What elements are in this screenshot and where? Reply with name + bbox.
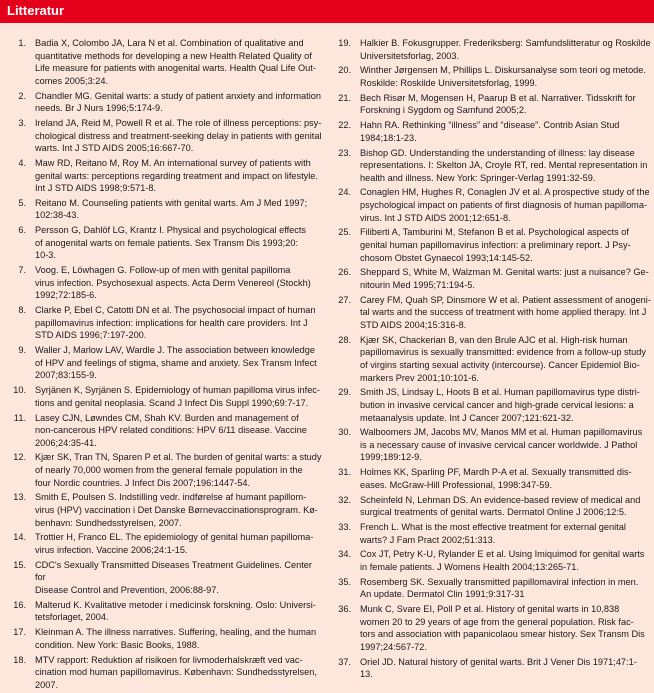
reference-number: 22. xyxy=(338,120,351,131)
reference-number: 10. xyxy=(13,385,26,396)
reference-column-left xyxy=(0,37,325,693)
reference-text: Malterud K. Kvalitative metoder i medicinsk forskning. Oslo: Universi- tetsforlaget, 2004. xyxy=(35,599,316,623)
section-title: Litteratur xyxy=(7,3,65,18)
reference-text: Chandler MG. Genital warts: a study of patient anxiety and information needs. Br J Nurs 1996;5:174-9. xyxy=(35,90,321,114)
reference-item xyxy=(325,186,654,224)
reference-text: Badia X, Colombo JA, Lara N et al. Combination of qualitative and quantitative methods for developing a new Health Related Quality of Life measure for patients with anogenital warts. Health Qual Life Out- comes 2005;3:24. xyxy=(35,38,316,86)
reference-item xyxy=(0,157,325,195)
reference-number: 2. xyxy=(18,90,26,101)
reference-text: Filiberti A, Tamburini M, Stefanon B et al. Psychological aspects of genital human papillomavirus infection: a preliminary report. J Psy- chosom Obstet Gynaecol 1993;14:145-52. xyxy=(360,227,631,263)
reference-text: Maw RD, Reitano M, Roy M. An international survey of patients with genital warts: perceptions regarding treatment and impact on lifestyle. Int J STD AIDS 1998;9:571-8. xyxy=(35,157,318,194)
reference-text: Scheinfeld N, Lehman DS. An evidence-based review of medical and surgical treatments of genital warts. Dermatol Online J 2006;12:5. xyxy=(360,494,641,518)
reference-number: 26. xyxy=(338,267,351,278)
reference-number: 5. xyxy=(18,197,26,208)
reference-text: MTV rapport: Reduktion af risikoen for livmoderhalskræft ved vac- cination mod human papillomavirus. København: Sundhedsstyrelsen, 2007. xyxy=(35,654,317,690)
reference-text: Cox JT, Petry K-U, Rylander E et al. Using Imiquimod for genital warts in female patients. J Womens Health 2004;13:265-71. xyxy=(360,549,645,572)
reference-number: 31. xyxy=(338,467,351,478)
reference-number: 34. xyxy=(338,549,351,560)
reference-number: 37. xyxy=(338,656,351,667)
reference-number: 21. xyxy=(338,92,351,103)
reference-item xyxy=(0,197,325,222)
reference-text: Reitano M. Counseling patients with genital warts. Am J Med 1997; 102:38-43. xyxy=(35,197,308,221)
reference-item xyxy=(325,386,654,424)
reference-number: 25. xyxy=(338,227,351,238)
reference-text: Bishop GD. Understanding the understanding of illness: lay disease representations. I: Skelton JA, Croyle RT, red. Mental representation in health and illness. New York: Springer-Verlag 1991:32-59. xyxy=(360,147,648,183)
reference-item xyxy=(325,226,654,264)
reference-item xyxy=(325,494,654,519)
reference-item xyxy=(0,654,325,692)
reference-item xyxy=(0,531,325,556)
reference-item xyxy=(0,559,325,597)
reference-item xyxy=(0,451,325,489)
reference-number: 6. xyxy=(18,225,26,236)
reference-number: 29. xyxy=(338,387,351,398)
reference-number: 24. xyxy=(338,187,351,198)
reference-item xyxy=(0,599,325,624)
reference-item xyxy=(0,412,325,450)
reference-text: Holmes KK, Sparling PF, Mardh P-A et al. Sexually transmitted dis- eases. McGraw-Hill Professional, 1998:347-59. xyxy=(360,467,632,490)
reference-text: French L. What is the most effective treatment for external genital warts? J Fam Pract 2002;51:313. xyxy=(360,522,626,545)
reference-text: Kjær SK, Chackerian B, van den Brule AJC et al. High-risk human papillomavirus is sexually transmitted: evidence from a follow-up study of virgins starting sexual activity (intercourse). Cancer Epidemiol Bio- markers Prev 2001;10:101-6. xyxy=(360,334,646,383)
reference-item xyxy=(325,334,654,384)
reference-item xyxy=(325,548,654,573)
reference-item xyxy=(0,304,325,342)
reference-number: 36. xyxy=(338,604,351,615)
reference-item xyxy=(0,344,325,382)
reference-number: 7. xyxy=(18,265,26,276)
reference-text: Hahn RA. Rethinking “illness” and “disease”. Contrib Asian Stud 1984;18:1-23. xyxy=(360,120,620,143)
reference-item xyxy=(0,384,325,409)
reference-number: 17. xyxy=(13,627,26,638)
reference-number: 19. xyxy=(338,38,351,48)
reference-text: Waller J, Marlow LAV, Wardle J. The association between knowledge of HPV and feelings of stigma, shame and anxiety. Sex Transm Infect 2007;83:155-9. xyxy=(35,345,317,381)
reference-text: Ireland JA, Reid M, Powell R et al. The role of illness perceptions: psy- chological distress and treatment-seeking delay in patients with genital warts. Int J STD AIDS 2005;16:667-70. xyxy=(35,117,322,154)
reference-number: 9. xyxy=(18,345,26,356)
reference-number: 14. xyxy=(13,532,26,543)
reference-number: 27. xyxy=(338,294,351,305)
reference-item xyxy=(0,264,325,302)
reference-number: 33. xyxy=(338,522,351,532)
reference-text: Bech Risør M, Mogensen H, Paarup B et al. Narrativer. Tidsskrift for Forskning i Sygdom og Samfund 2005;2. xyxy=(360,92,636,116)
reference-number: 1. xyxy=(18,38,26,48)
reference-number: 8. xyxy=(18,305,26,316)
reference-item xyxy=(0,491,325,529)
reference-item xyxy=(0,626,325,651)
reference-number: 13. xyxy=(13,492,26,503)
reference-item xyxy=(0,117,325,155)
reference-text: Halkier B. Fokusgrupper. Frederiksberg: Samfundslitteratur og Roskilde Universitetsforlag, 2003. xyxy=(360,38,651,61)
reference-text: Conaglen HM, Hughes R, Conaglen JV et al. A prospective study of the psychological impact on patients of first diagnosis of human papilloma- virus. Int J STD AIDS 2001;12:651-8. xyxy=(360,187,650,223)
reference-text: Lasey CJN, Løwndes CM, Shah KV. Burden and management of non-cancerous HPV related conditions: HPV 6/11 disease. Vaccine 2006;24:35-41. xyxy=(35,412,307,448)
reference-text: Trottier H, Franco EL. The epidemiology of genital human papilloma- virus infection. Vaccine 2006;24:1-15. xyxy=(35,532,314,555)
reference-number: 23. xyxy=(338,147,351,158)
reference-number: 3. xyxy=(18,117,26,128)
reference-item xyxy=(325,64,654,89)
reference-item xyxy=(325,266,654,291)
reference-number: 11. xyxy=(13,412,26,423)
reference-text: Sheppard S, White M, Walzman M. Genital warts: just a nuisance? Ge- nitourin Med 1995;71:194-5. xyxy=(360,267,649,290)
reference-item xyxy=(325,294,654,332)
reference-item xyxy=(325,37,654,62)
reference-number: 20. xyxy=(338,65,351,76)
reference-number: 15. xyxy=(13,559,26,570)
reference-text: Syrjänen K, Syrjänen S. Epidemiology of human papilloma virus infec- tions and genital neoplasia. Scand J Infect Dis Suppl 1990;69:7-17. xyxy=(35,385,320,408)
reference-item xyxy=(325,92,654,117)
reference-column-right xyxy=(325,37,654,683)
reference-item xyxy=(325,603,654,653)
reference-text: Voog. E, Löwhagen G. Follow-up of men with genital papilloma virus infection. Psychosexual aspects. Acta Derm Venereol (Stockh) 1992;72:185-6. xyxy=(35,265,311,301)
reference-item xyxy=(325,521,654,546)
reference-number: 30. xyxy=(338,427,351,438)
reference-text: Persson G, Dahlöf LG, Krantz I. Physical and psychological effects of anogenital warts on female patients. Sex Transm Dis 1993;20: 10-3. xyxy=(35,225,306,261)
reference-item xyxy=(0,90,325,115)
reference-text: Winther Jørgensen M, Phillips L. Diskursanalyse som teori og metode. Roskilde: Roskilde Universitetsforlag, 1999. xyxy=(360,65,646,88)
reference-number: 32. xyxy=(338,494,351,505)
reference-item xyxy=(325,656,654,681)
reference-text: Walboomers JM, Jacobs MV, Manos MM et al. Human papillomavirus is a necessary cause of invasive cervical cancer worldwide. J Pathol 1999;189:12-9. xyxy=(360,427,643,463)
reference-text: Kleinman A. The illness narratives. Suffering, healing, and the human condition. New York: Basic Books, 1988. xyxy=(35,627,317,650)
reference-number: 35. xyxy=(338,576,351,587)
section-header xyxy=(0,0,654,23)
reference-text: Munk C, Svare EI, Poll P et al. History of genital warts in 10,838 women 20 to 29 years of age from the general population. Risk fac- tors and association with papanicolaou smear history. Sex Transm Dis 1997;24:567-72. xyxy=(360,604,645,652)
reference-item xyxy=(325,147,654,185)
reference-text: Clarke P, Ebel C, Catotti DN et al. The psychosocial impact of human papillomavirus infection: implications for health care providers. Int J STD AIDS 1996;7:197-200. xyxy=(35,305,316,341)
reference-text: Rosemberg SK. Sexually transmitted papillomaviral infection in men. An update. Dermatol Clin 1991;9:317-31 xyxy=(360,576,639,600)
reference-text: Smith JS, Lindsay L, Hoots B et al. Human papillomavirus type distri- bution in invasive cervical cancer and high-grade cervical lesions: a metaanalysis update. Int J Cancer 2007;121:621-32. xyxy=(360,387,640,423)
reference-item xyxy=(325,426,654,464)
reference-number: 4. xyxy=(18,157,26,168)
reference-item xyxy=(325,466,654,491)
reference-text: Kjær SK, Tran TN, Sparen P et al. The burden of genital warts: a study of nearly 70,000 women from the general female population in the four Nordic countries. J Infect Dis 2007;196:1447-54. xyxy=(35,452,322,488)
reference-item xyxy=(0,37,325,87)
reference-text: CDC's Sexually Transmitted Diseases Treatment Guidelines. Center for Disease Control and Prevention, 2006:88-97. xyxy=(35,559,312,595)
reference-item xyxy=(325,119,654,144)
reference-text: Oriel JD. Natural history of genital warts. Brit J Vener Dis 1971;47:1- 13. xyxy=(360,656,637,680)
reference-item xyxy=(0,224,325,262)
reference-number: 12. xyxy=(13,452,26,463)
reference-number: 16. xyxy=(13,599,26,610)
reference-text: Smith E, Poulsen S. Indstilling vedr. indførelse af humant papillom- virus (HPV) vaccination i Det Danske Børnevaccinationsprogram. Kø- benhavn: Sundhedsstyrelsen, 2007. xyxy=(35,492,318,528)
reference-number: 28. xyxy=(338,334,351,345)
reference-number: 18. xyxy=(13,654,26,665)
reference-text: Carey FM, Quah SP, Dinsmore W et al. Patient assessment of anogeni- tal warts and the success of treatment with home applied therapy. Int J STD AIDS 2004;15:316-8. xyxy=(360,294,651,330)
reference-item xyxy=(325,576,654,601)
